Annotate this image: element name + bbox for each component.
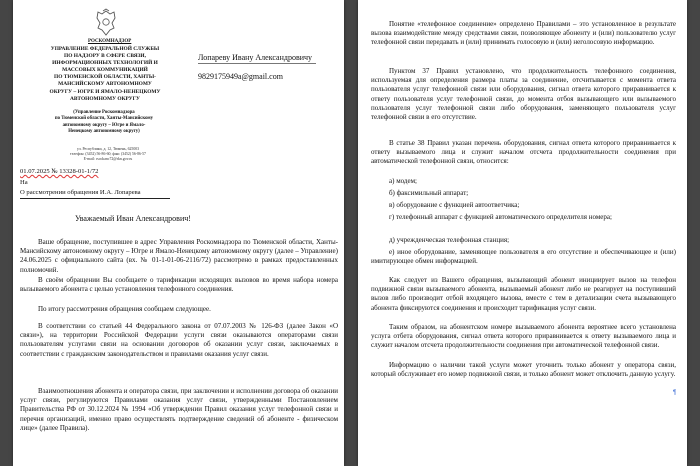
paragraph: Как следует из Вашего обращения, вызывающий абонент инициирует вызов на телефон подвижной связи вызываемого абонента, вызываемый абонент либо не реагирует на поступивший вызов либо производит отбой входящего вызова, вместе с тем в детализации счета вызывающего абонента фиксируются соединения и происходит тарификация услуг связи. [371, 276, 676, 312]
paragraph: Информацию о наличии такой услуги может уточнить только абонент у оператора связи, который обслуживает его номер подвижной связи, и только абонент может отключить данную услугу. [371, 361, 676, 379]
pilcrow-mark: ¶ [673, 390, 677, 396]
org-sub-line: Ненецкому автономному округу) [68, 129, 140, 135]
org-line: ПО НАДЗОРУ В СФЕРЕ СВЯЗИ, [64, 53, 146, 60]
list-item: е) иное оборудование, заменяющее пользователя в его отсутствие и обеспечивающее и (или) имитирующее обмен информацией. [371, 248, 676, 266]
org-line: МАССОВЫХ КОММУНИКАЦИЙ [62, 67, 148, 74]
org-line: ПО ТЮМЕНСКОЙ ОБЛАСТИ, ХАНТЫ- [54, 74, 156, 81]
paragraph: Пунктом 37 Правил установлено, что продолжительность телефонного соединения, используемая для определения размера платы за соединение, отсчитывается с момента ответа пользователя услуг телефонной связи или оборудования, сигнал ответа которого приравнивается к ответу пользователя услуг телефонной связи, до момента отбоя вызывающего или вызываемого пользователя услуг телефонной связи либо оборудования, заменяющего пользователя услуг телефонной связи в его отсутствие. [371, 67, 676, 122]
paragraph: Ваше обращение, поступившее в адрес Управления Роскомнадзора по Тюменской области, Ханты-Мансийскому автономному округу – Югре и Ямало-Ненецкому автономному округу (далее – Управление) 24.06.2025 с официального сайта (вх. № 01-1-01-06-2116/72) рассмотрено в рамках предоставленных полномочий. [20, 238, 338, 274]
na-label: На [20, 179, 28, 186]
org-label: РОСКОМНАДЗОР [88, 39, 132, 44]
org-name-block [25, 46, 185, 103]
recipient-name: Лопареву Ивану Александровичу [198, 53, 313, 62]
list-item: д) учрежденческая телефонная станция; [389, 236, 510, 244]
date-number: 01.07.2025 № 13328-01-1/72 [20, 168, 99, 175]
org-line: ИНФОРМАЦИОННЫХ ТЕХНОЛОГИЙ И [52, 60, 158, 67]
document-page-right [358, 0, 687, 466]
paragraph: Таким образом, на абонентском номере вызываемого абонента вероятнее всего установлена услуга отбета оборудования, сигнал ответа которого приравнивается к ответу вызываемого лица и служит началом отсчета продолжительности соединения при автоматической телефонной связи. [371, 323, 676, 350]
document-page-left [13, 0, 344, 466]
org-sub-line: автономному округу – Югре и Ямало- [62, 122, 146, 128]
list-item: в) оборудование с функцией автоответчика; [389, 201, 520, 209]
org-sub-line: (Управление Роскомнадзора [73, 110, 135, 115]
subject-line: О рассмотрении обращения И.А. Лопарева [20, 189, 141, 196]
recipient-email: 9829175949a@gmail.com [198, 72, 283, 81]
subject-underline [20, 198, 170, 199]
org-sub-line: по Тюменской области, Ханты-Мансийскому [54, 116, 154, 122]
org-line: ОКРУГУ – ЮГРЕ И ЯМАЛО-НЕНЕЦКОМУ [49, 88, 161, 95]
org-line: МАНСИЙСКОМУ АВТОНОМНОМУ [58, 81, 152, 88]
paragraph: По итогу рассмотрения обращения сообщаем следующее. [38, 305, 211, 313]
salutation: Уважаемый Иван Александрович! [75, 214, 191, 223]
org-short-name-block [29, 110, 179, 136]
list-item: а) модем; [389, 177, 417, 185]
coat-of-arms-icon [93, 8, 119, 38]
paragraph: В соответствии со статьей 44 Федерального закона от 07.07.2003 № 126-ФЗ (далее Закон «О связи»), на территории Российской Федерации услуги связи оказываются операторами связи пользователям услугами связи на основании договоров об оказании услуг связи, заключаемых в соответствии с гражданским законодательством и правилами оказания услуг связи. [20, 322, 338, 358]
org-line: АВТОНОМНОМУ ОКРУГУ [70, 95, 140, 102]
paragraph: В статье 38 Правил указан перечень оборудования, сигнал ответа которого приравнивается к ответу вызываемого лица и служит началом отсчета продолжительности соединения при автоматической телефонной связи, относится: [371, 139, 676, 166]
list-item: г) телефонный аппарат с функцией автоматического определителя номера; [389, 213, 612, 221]
paragraph: Понятие «телефонное соединение» определено Правилами – это установленное в результате вызова взаимодействие между средствами связи, позволяющее абоненту и (или) пользователю услуг телефонной связи передавать и (или) принимать голосовую и (или) неголосовую информацию. [371, 20, 676, 47]
address-line: телефон: (3452) 56-86-60; факс (3452) 56-86-57 [70, 152, 146, 156]
paragraph: Взаимоотношения абонента и оператора связи, при заключении и исполнении договора об оказании услуг связи, регулируются Правилами оказания услуг связи, утвержденными Постановлением Правительства РФ от 30.12.2024 № 1994 «Об утверждении Правил оказания услуг телефонной связи и перечня организаций, именно право осуществлять подтверждение сведений об абоненте - физическом лице» (далее Правила). [20, 387, 338, 432]
list-item: б) факсимильный аппарат; [389, 189, 469, 197]
address-line: ул. Республики, д. 12, Тюмень, 625003 [76, 147, 140, 151]
org-line: УПРАВЛЕНИЕ ФЕДЕРАЛЬНОЙ СЛУЖБЫ [50, 46, 160, 52]
address-line: E-mail: rsockanc72@rkn.gov.ru [83, 157, 133, 161]
paragraph: В своём обращении Вы сообщаете о тарификации исходящих вызовов во время набора номера вызываемого абонента с целью установления телефонного соединения. [20, 276, 338, 294]
recipient-underline [198, 63, 316, 64]
org-address-block [43, 147, 173, 162]
